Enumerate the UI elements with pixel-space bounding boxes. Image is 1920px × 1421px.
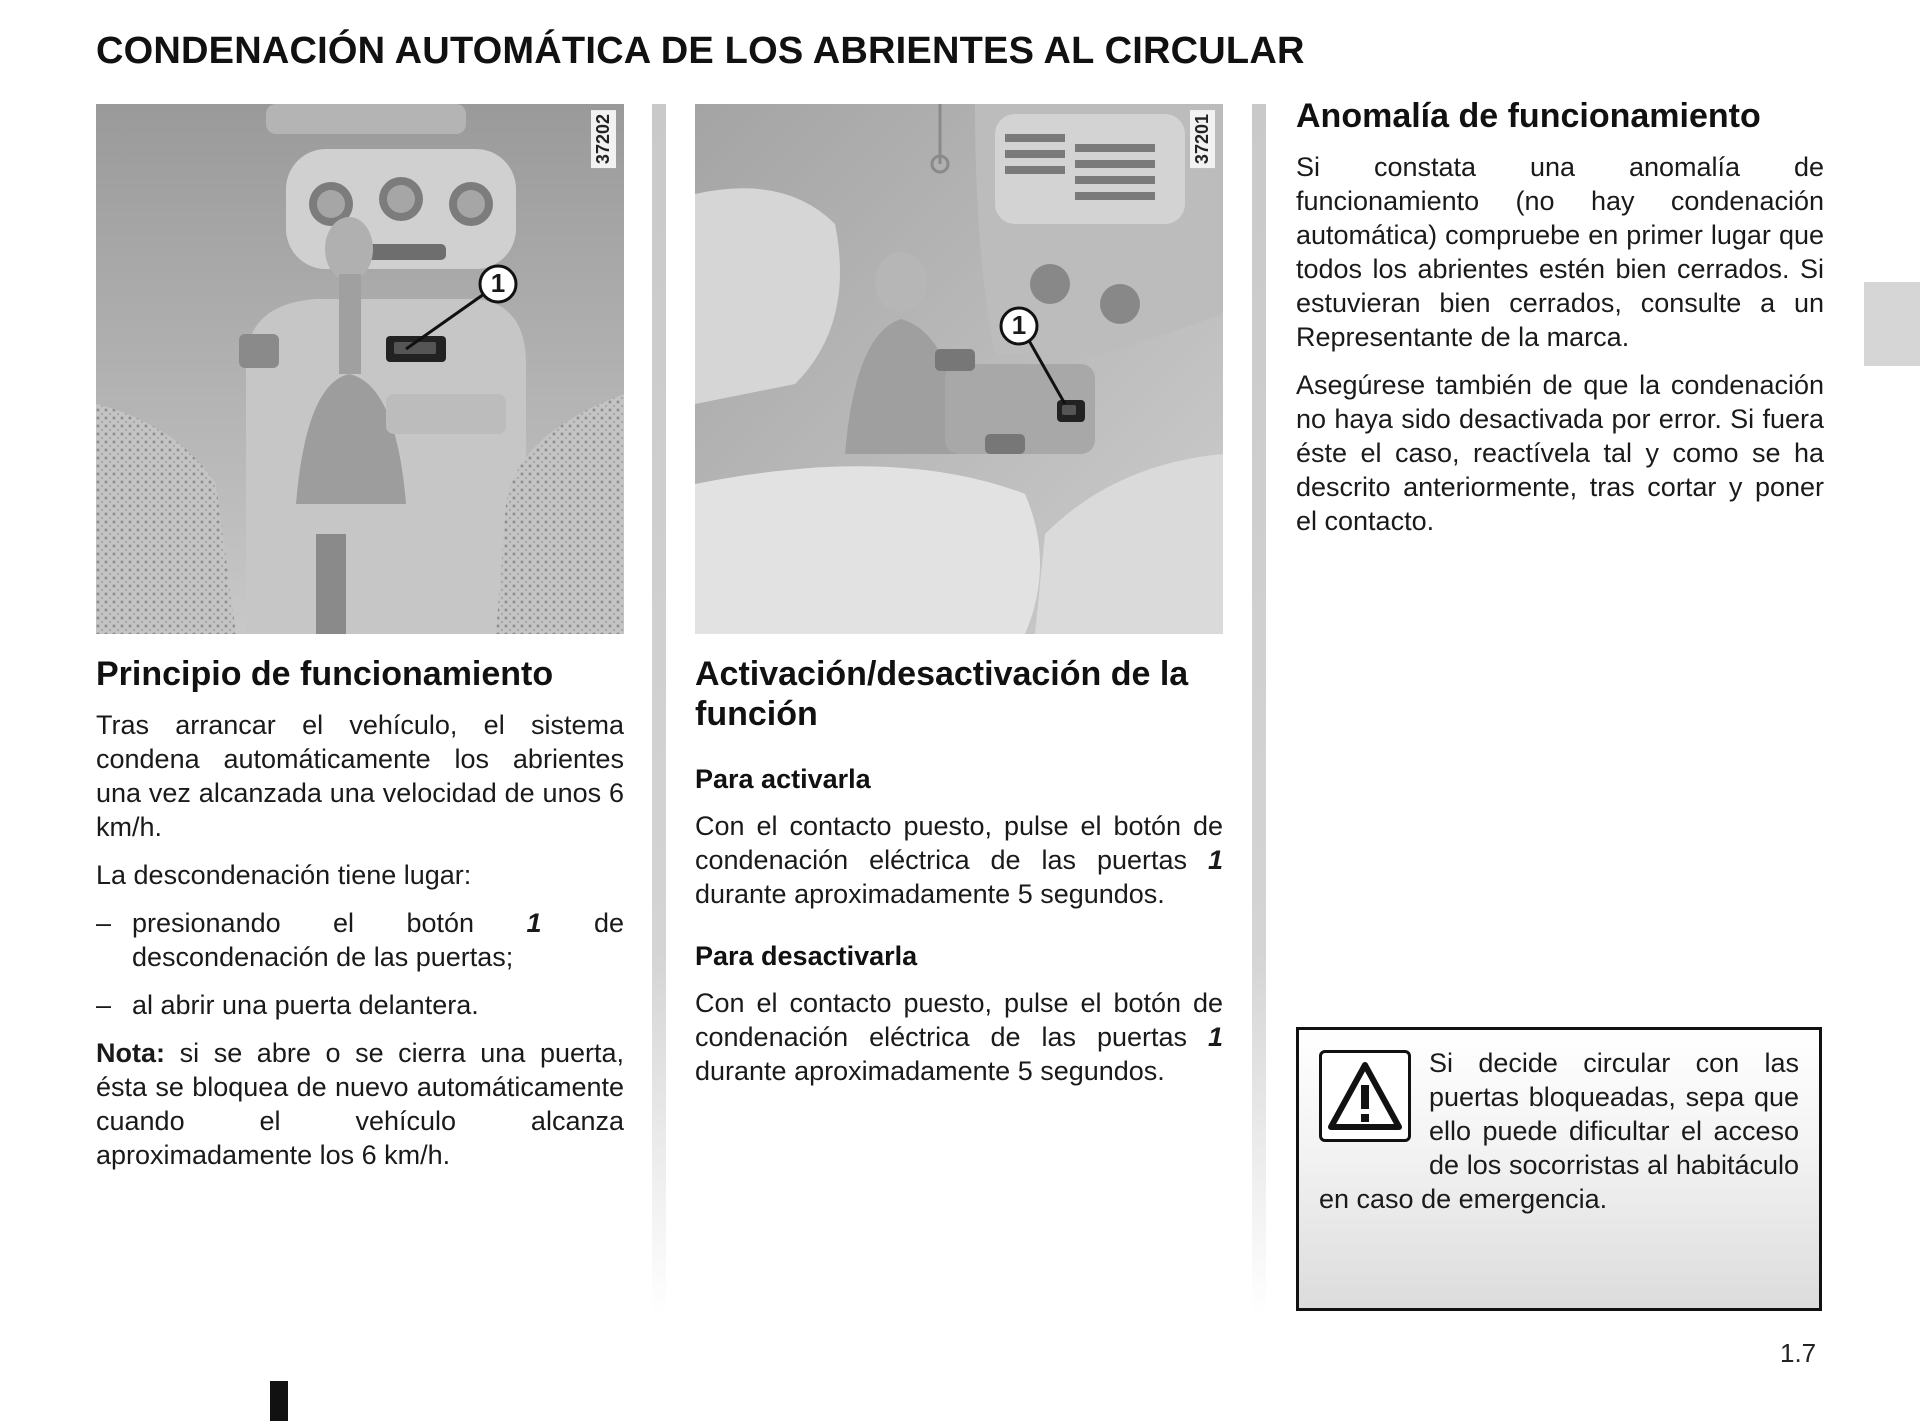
column-divider [652,104,666,1314]
text-run: Con el contacto puesto, pulse el botón de condenación eléctrica de las puertas [695,988,1223,1052]
subsection-heading: Para activarla [695,764,871,794]
subsection-heading: Para desactivarla [695,941,918,971]
section-heading: Activación/desactivación de la función [695,655,1189,733]
list-dash: – [96,990,112,1020]
paragraph: Asegúrese también de que la condenación no haya sido desactivada por error. Si fuera éste el caso, reactívela tal y como se ha descrito anteriormente, tras cortar y poner el contacto. [1296,370,1824,536]
section-heading: Anomalía de funcionamiento [1296,97,1761,135]
list-dash: – [96,908,112,938]
list-item [96,988,624,1022]
figure-callout-number: 1 [1011,309,1027,340]
column-activation [695,104,1223,1088]
page-title: CONDENACIÓN AUTOMÁTICA DE LOS ABRIENTES AL CIRCULAR [96,30,1305,72]
note-label: Nota: [96,1038,165,1068]
list-item [96,906,624,974]
section-tab [1864,282,1920,366]
text-run: durante aproximadamente 5 segundos. [695,1056,1165,1086]
page-number: 1.7 [1780,1338,1817,1368]
note-paragraph [96,1036,624,1172]
button-reference: 1 [1207,845,1223,875]
warning-triangle-icon [1319,1050,1411,1142]
figure-dashboard-photo [695,104,1223,634]
button-reference: 1 [1207,1022,1223,1052]
figure-callout-number: 1 [490,267,506,298]
figure-code: 37202 [591,110,616,168]
text-run: durante aproximadamente 5 segundos. [695,879,1165,909]
column-principle [96,104,624,1172]
column-anomaly [1296,96,1824,538]
column-divider [1252,104,1266,1314]
paragraph: La descondenación tiene lugar: [96,860,472,890]
page-marker [270,1381,288,1421]
list-item-text [132,906,624,974]
dashboard-illustration [695,104,1223,634]
list-item-text: al abrir una puerta delantera. [132,990,479,1020]
section-heading: Principio de funcionamiento [96,655,554,693]
text-run: de descondenación de las puertas; [132,908,624,972]
warning-box [1296,1027,1822,1311]
paragraph [695,809,1223,911]
paragraph: Tras arrancar el vehículo, el sistema condena automáticamente los abrientes una vez alcanzada una velocidad de unos 6 km/h. [96,710,624,842]
paragraph [695,986,1223,1088]
figure-console-photo [96,104,624,634]
console-illustration [96,104,624,634]
text-run: Con el contacto puesto, pulse el botón de condenación eléctrica de las puertas [695,811,1223,875]
paragraph: Si constata una anomalía de funcionamiento (no hay condenación automática) compruebe en primer lugar que todos los abrientes estén bien cerrados. Si estuvieran bien cerrados, consulte a un Representante de la marca. [1296,152,1824,352]
figure-code: 37201 [1190,110,1215,168]
button-reference: 1 [526,908,542,938]
note-text: si se abre o se cierra una puerta, ésta se bloquea de nuevo automáticamente cuando el vehículo alcanza aproximadamente los 6 km/h. [96,1038,624,1170]
text-run: presionando el botón [132,908,527,938]
warning-text: Si decide circular con las puertas bloqueadas, sepa que ello puede dificultar el acceso de los socorristas al habitáculo en caso de emergencia. [1319,1048,1799,1214]
